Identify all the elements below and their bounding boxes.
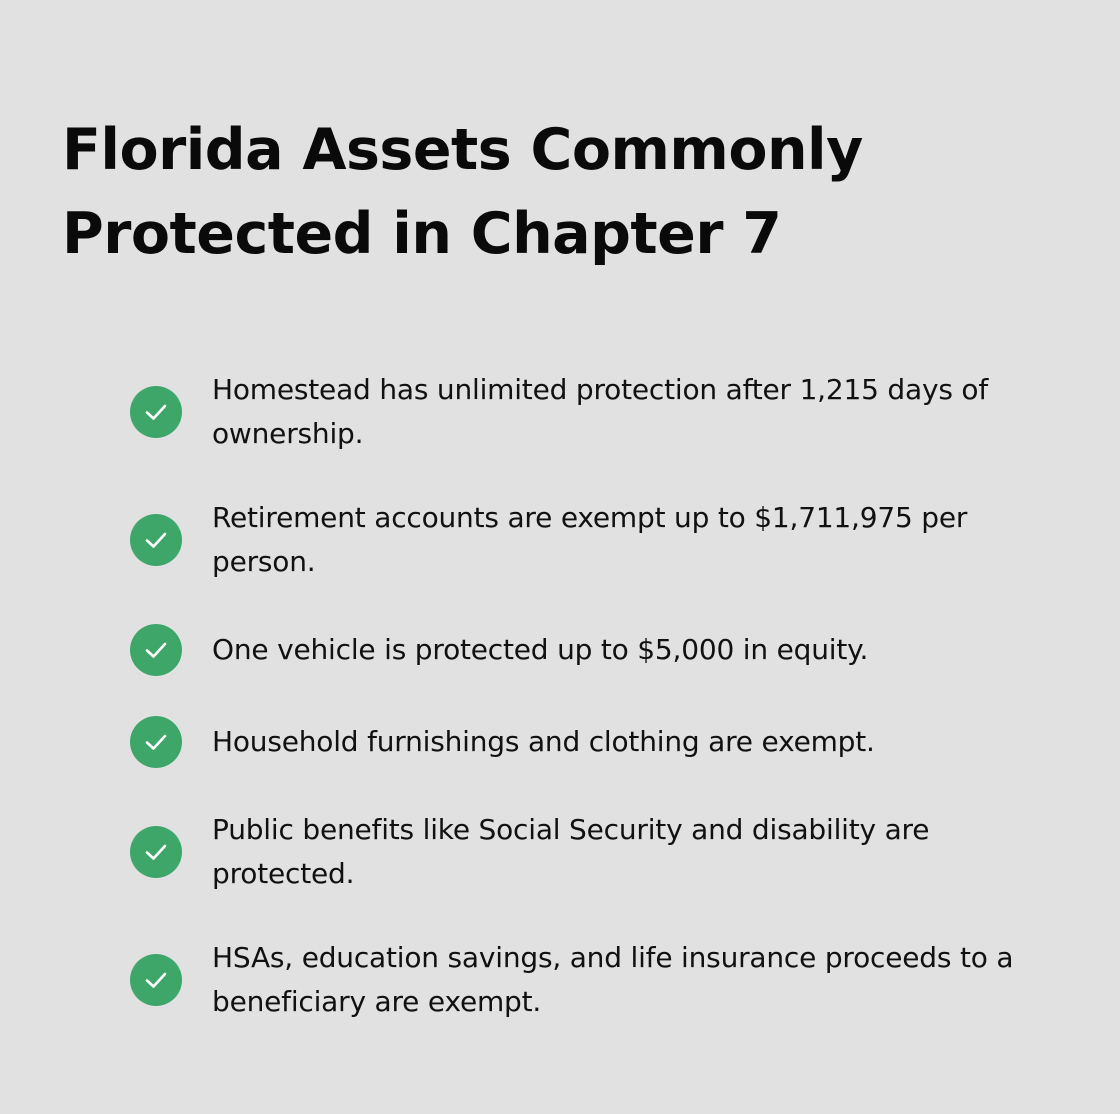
list-item-text: Household furnishings and clothing are exempt. — [212, 725, 875, 758]
list-item-text: Public benefits like Social Security and disability are protected. — [212, 813, 930, 890]
check-icon — [130, 716, 182, 768]
page-title: Florida Assets Commonly Protected in Chapter 7 — [62, 117, 863, 267]
check-icon — [130, 386, 182, 438]
check-icon — [130, 826, 182, 878]
check-icon — [130, 954, 182, 1006]
list-item-text: Retirement accounts are exempt up to $1,711,975 per person. — [212, 501, 968, 578]
list-item-text: HSAs, education savings, and life insurance proceeds to a beneficiary are exempt. — [212, 941, 1014, 1018]
list-item-text: One vehicle is protected up to $5,000 in equity. — [212, 633, 869, 666]
check-icon — [130, 624, 182, 676]
list-item-text: Homestead has unlimited protection after 1,215 days of ownership. — [212, 373, 989, 450]
check-icon — [130, 514, 182, 566]
